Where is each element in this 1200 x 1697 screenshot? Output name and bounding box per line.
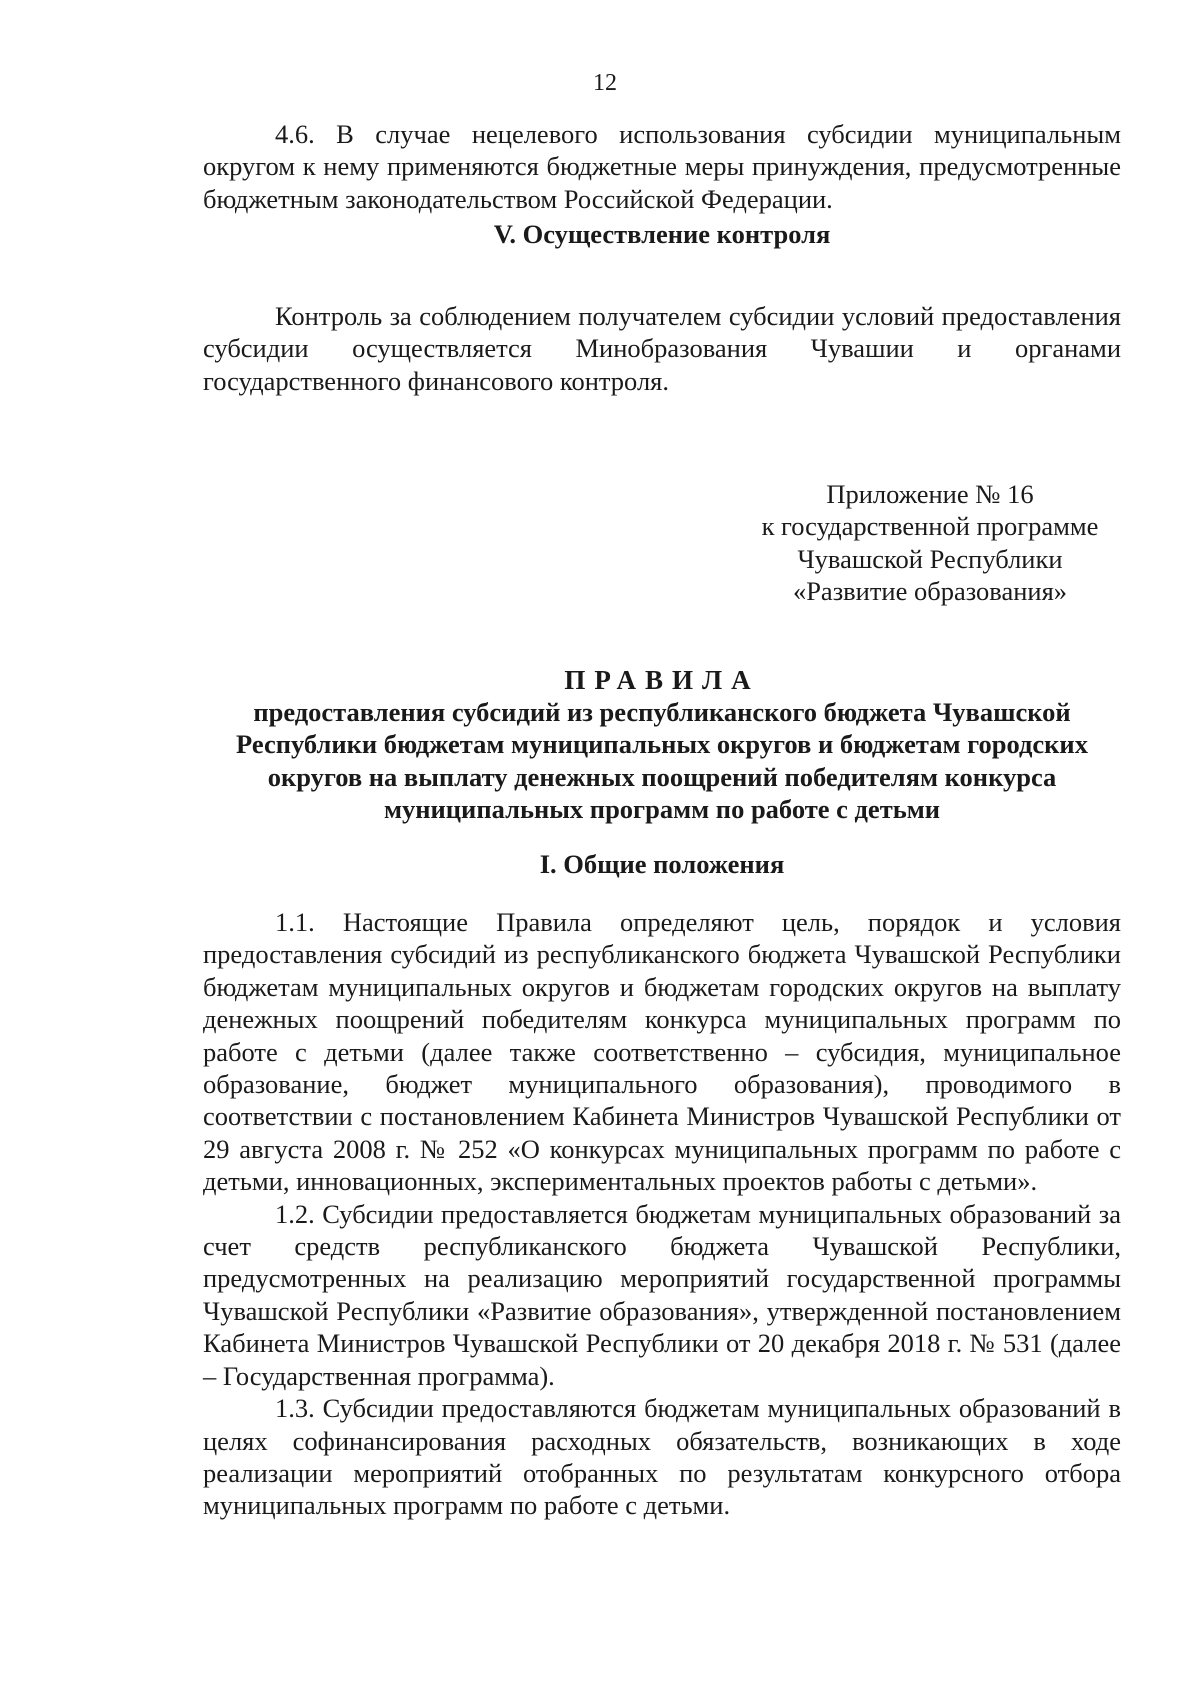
rules-subtitle: [203, 696, 1121, 826]
section-5-block: [203, 300, 1121, 397]
section-1-heading: I. Общие положения: [539, 849, 785, 879]
paragraph-1-2: 1.2. Субсидии предоставляется бюджетам муниципальных образований за счет средств республиканского бюджета Чувашской Республики, предусмотренных на реализацию мероприятий государственной программы Чувашской Республики «Развитие образования», утвержденной постановлением Кабинета Министров Чувашской Республики от 20 декабря 2018 г. № 531 (далее – Государственная программа).: [203, 1198, 1121, 1391]
section-4-block: [203, 118, 1121, 215]
section-5-paragraph: Контроль за соблюдением получателем субсидии условий предоставления субсидии осуществляется Минобразования Чувашии и органами государственного финансового контроля.: [203, 301, 1121, 396]
paragraph-1-1: 1.1. Настоящие Правила определяют цель, порядок и условия предоставления субсидий из республиканского бюджета Чувашской Республики бюджетам муниципальных округов и бюджетам городских округов на выплату денежных поощрений победителям конкурса муниципальных программ по работе с детьми (далее также соответственно – субсидия, муниципальное образование, бюджет муниципального образования), проводимого в соответствии с постановлением Кабинета Министров Чувашской Республики от 29 августа 2008 г. № 252 «О конкурсах муниципальных программ по работе с детьми, инновационных, экспериментальных проектов работы с детьми».: [203, 907, 1121, 1197]
rules-subtitle-line-3: округов на выплату денежных поощрений победителям конкурса: [267, 761, 1057, 792]
appendix-line-3: Чувашской Республики: [797, 543, 1063, 574]
section-1-block: [203, 906, 1121, 1522]
rules-subtitle-line-1: предоставления субсидий из республиканского бюджета Чувашской: [253, 697, 1071, 727]
rules-subtitle-line-2: Республики бюджетам муниципальных округов и бюджетам городских: [236, 729, 1088, 760]
appendix-line-1: Приложение № 16: [826, 479, 1034, 509]
paragraph-1-3: 1.3. Субсидии предоставляются бюджетам муниципальных образований в целях софинансирования расходных обязательств, возникающих в ходе реализации мероприятий отобранных по результатам конкурсного отбора муниципальных программ по работе с детьми.: [203, 1393, 1121, 1521]
appendix-line-2: к государственной программе: [761, 511, 1099, 542]
appendix-note: [700, 478, 1160, 608]
appendix-line-4: «Развитие образования»: [792, 576, 1068, 607]
page-number: 12: [593, 70, 617, 96]
rules-title: ПРАВИЛА: [564, 665, 760, 695]
paragraph-4-6: 4.6. В случае нецелевого использования субсидии муниципальным округом к нему применяются бюджетные меры принуждения, предусмотренные бюджетным законодательством Российской Федерации.: [203, 119, 1121, 214]
section-5-heading: V. Осуществление контроля: [493, 219, 831, 249]
rules-subtitle-line-4: муниципальных программ по работе с детьми: [383, 794, 941, 825]
